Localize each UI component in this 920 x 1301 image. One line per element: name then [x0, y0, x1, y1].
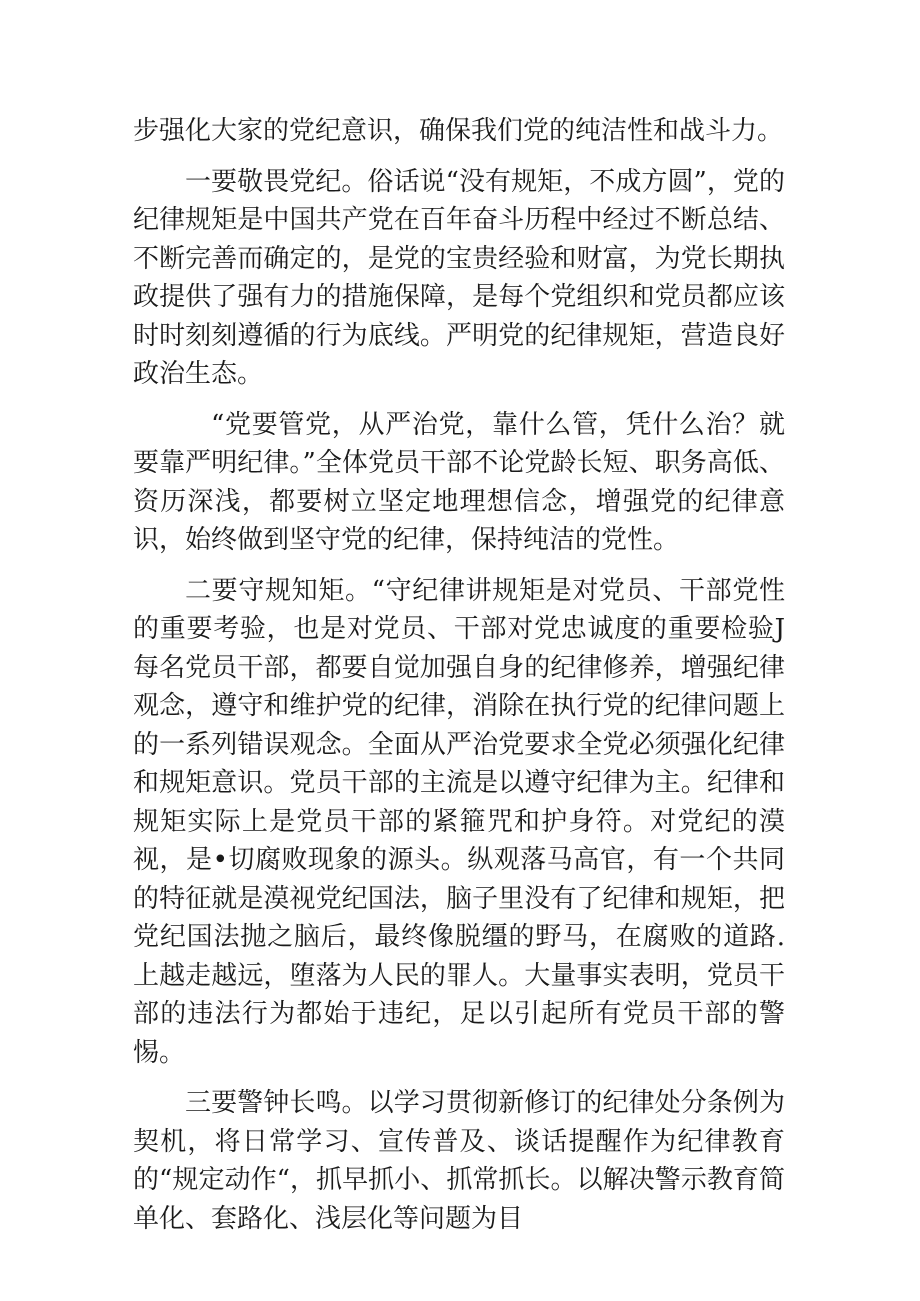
- paragraph-continuation: 步强化大家的党纪意识，确保我们党的纯洁性和战斗力。: [133, 116, 784, 146]
- paragraph-quote-strict-discipline: “党要管党，从严治党，靠什么管，凭什么治？就要靠严明纪律。”全体党员干部不论党龄长短、职务高低、资历深浅，都要树立坚定地理想信念，增强党的纪律意识，始终做到坚守党的纪律，保持纯洁的党性。: [133, 409, 785, 555]
- paragraph-follow-rules: 二要守规知矩。“守纪律讲规矩是对党员、干部党性的重要考验，也是对党员、干部对党忠诚度的重要检验J每名党员干部，都要自觉加强自身的纪律修养，增强纪律观念，遵守和维护党的纪律，消除在执行党的纪律问题上的一系列错误观念。全面从严治党要求全党必须强化纪律和规矩意识。党员干部的主流是以遵守纪律为主。纪律和规矩实际上是党员干部的紧箍咒和护身符。对党纪的漠视，是•切腐败现象的源头。纵观落马高官，有一个共同的特征就是漠视党纪国法，脑子里没有了纪律和规矩，把党纪国法抛之脑后，最终像脱缰的野马，在腐败的道路.上越走越远，堕落为人民的罪人。大量事实表明，党员干部的违法行为都始于违纪，足以引起所有党员干部的警惕。: [133, 575, 785, 1068]
- paragraph-revere-discipline: 一要敬畏党纪。俗话说“没有规矩，不成方圆”，党的纪律规矩是中国共产党在百年奋斗历程中经过不断总结、不断完善而确定的，是党的宝贵经验和财富，为党长期执政提供了强有力的措施保障，是每个党组织和党员都应该时时刻刻遵循的行为底线。严明党的纪律规矩，营造良好政治生态。: [133, 166, 785, 389]
- paragraph-alarm-bell: 三要警钟长鸣。以学习贯彻新修订的纪律处分条例为契机，将日常学习、宣传普及、谈话提醒作为纪律教育的“规定动作“，抓早抓小、抓常抓长。以解决警示教育简单化、套路化、浅层化等问题为目: [133, 1088, 785, 1234]
- document-body: [133, 112, 785, 1238]
